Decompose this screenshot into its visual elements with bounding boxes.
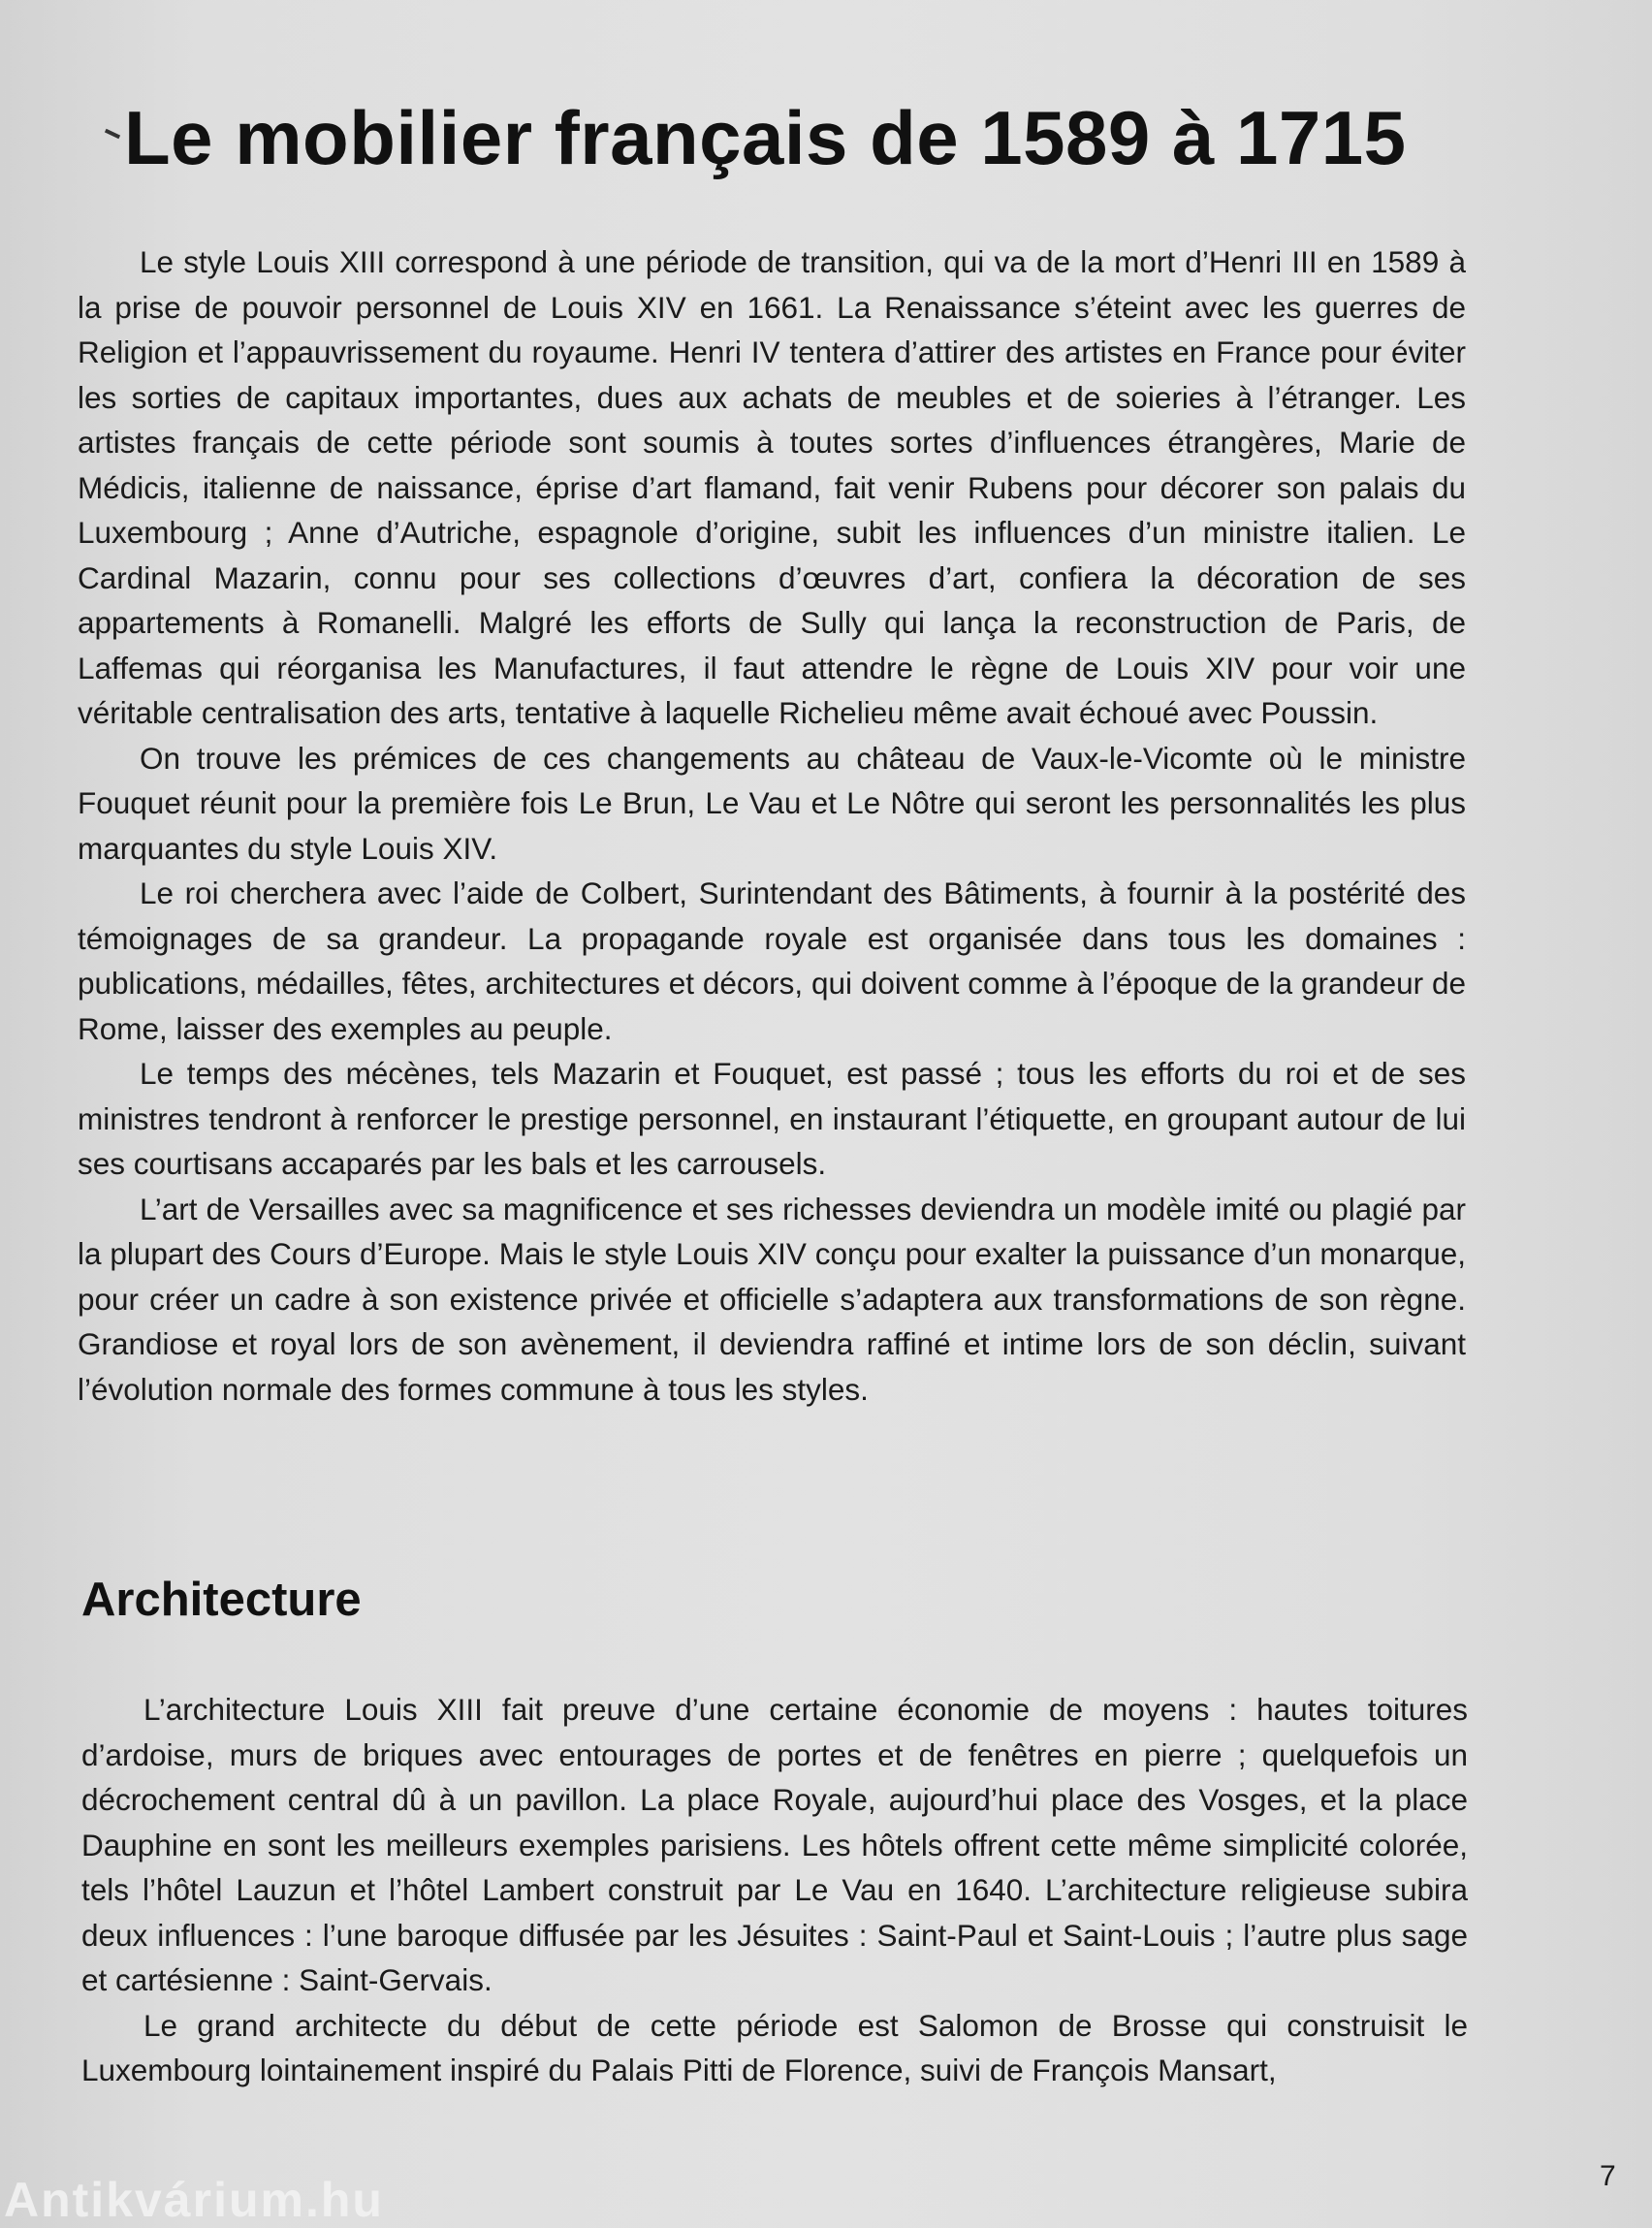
paragraph: L’architecture Louis XIII fait preuve d’une certaine économie de moyens : hautes toitures d’ardoise, murs de briques avec entourages de portes et de fenêtres en pierre ; quelquefois un décrochement central dû à un pavillon. La place Royale, aujourd’hui place des Vosges, et la place Dauphine en sont les meilleurs exemples parisiens. Les hôtels offrent cette même simplicité colorée, tels l’hôtel Lauzun et l’hôtel Lambert construit par Le Vau en 1640. L’architecture religieuse subira deux influences : l’une baroque diffusée par les Jésuites : Saint-Paul et Saint-Louis ; l’autre plus sage et cartésienne : Saint-Gervais. xyxy=(81,1692,1468,1997)
paragraph: Le roi cherchera avec l’aide de Colbert, Surintendant des Bâtiments, à fournir à la postérité des témoignages de sa grandeur. La propagande royale est organisée dans tous les domaines : publications, médailles, fêtes, architectures et décors, qui doivent comme à l’époque de la grandeur de Rome, laisser des exemples au peuple. xyxy=(78,875,1466,1046)
paragraph: L’art de Versailles avec sa magnificence et ses richesses deviendra un modèle imité ou plagié par la plupart des Cours d’Europe. Mais le style Louis XIV conçu pour exalter la puissance d’un monarque, pour créer un cadre à son existence privée et officielle s’adaptera aux transformations de son règne. Grandiose et royal lors de son avènement, il deviendra raffiné et intime lors de son déclin, suivant l’évolution normale des formes commune à tous les styles. xyxy=(78,1191,1466,1407)
page-number: 7 xyxy=(1600,2160,1616,2192)
stray-ink-mark xyxy=(105,129,120,139)
paragraph: On trouve les prémices de ces changements au château de Vaux-le-Vicomte où le ministre Fouquet réunit pour la première fois Le Brun, Le Vau et Le Nôtre qui seront les personnalités les plus marquantes du style Louis XIV. xyxy=(78,740,1466,866)
paragraph: Le style Louis XIII correspond à une période de transition, qui va de la mort d’Henri III en 1589 à la prise de pouvoir personnel de Louis XIV en 1661. La Renaissance s’éteint avec les guerres de Religion et l’appauvrissement du royaume. Henri IV tentera d’attirer des artistes en France pour éviter les sorties de capitaux importantes, dues aux achats de meubles et de soieries à l’étranger. Les artistes français de cette période sont soumis à toutes sortes d’influences étrangères, Marie de Médicis, italienne de naissance, éprise d’art flamand, fait venir Rubens pour décorer son palais du Luxembourg ; Anne d’Autriche, espagnole d’origine, subit les influences d’un ministre italien. Le Cardinal Mazarin, connu pour ses collections d’œuvres d’art, confiera la décoration de ses appartements à Romanelli. Malgré les efforts de Sully qui lança la reconstruction de Paris, de Laffemas qui réorganisa les Manufactures, il faut attendre le règne de Louis XIV pour voir une véritable centralisation des arts, tentative à laquelle Richelieu même avait échoué avec Poussin. xyxy=(78,244,1466,730)
architecture-section xyxy=(81,1687,1468,2093)
section-heading-architecture: Architecture xyxy=(81,1574,362,1626)
page-title: Le mobilier français de 1589 à 1715 xyxy=(124,95,1407,180)
paragraph: Le temps des mécènes, tels Mazarin et Fouquet, est passé ; tous les efforts du roi et de ses ministres tendront à renforcer le prestige personnel, en instaurant l’étiquette, en groupant autour de lui ses courtisans accaparés par les bals et les carrousels. xyxy=(78,1056,1466,1181)
paragraph: Le grand architecte du début de cette période est Salomon de Brosse qui construisit le Luxembourg lointainement inspiré du Palais Pitti de Florence, suivi de François Mansart, xyxy=(81,2007,1468,2087)
intro-section xyxy=(78,239,1466,1412)
watermark: Antikvárium.hu xyxy=(4,2173,384,2227)
